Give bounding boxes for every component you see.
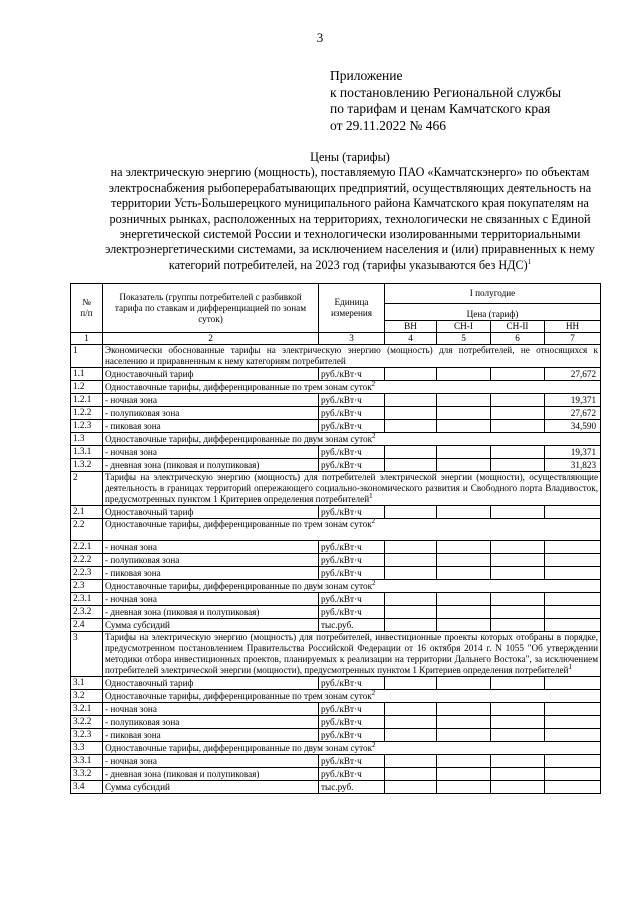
value-nn-cell: 19,371 xyxy=(545,446,601,459)
table-row xyxy=(71,768,601,781)
document-title xyxy=(90,150,610,273)
value-sn2-cell xyxy=(491,394,545,407)
table-row xyxy=(71,554,601,567)
row-number: 1.2 xyxy=(71,381,103,394)
value-vn-cell xyxy=(385,567,437,580)
value-sn2-cell xyxy=(491,541,545,554)
unit-cell: тыс.руб. xyxy=(319,619,385,632)
table-row xyxy=(71,381,601,394)
value-sn1-cell xyxy=(437,459,491,472)
unit-cell: руб./кВт·ч xyxy=(319,554,385,567)
row-number: 3.1 xyxy=(71,677,103,690)
value-sn2-cell xyxy=(491,755,545,768)
section-title xyxy=(103,472,601,506)
group-text: Одноставочные тарифы, дифференцированные по трем зонам суток xyxy=(105,519,372,529)
header-col-sn1: СН-I xyxy=(437,321,491,333)
indicator-cell: Одноставочный тариф xyxy=(103,368,319,381)
value-sn1-cell xyxy=(437,368,491,381)
group-text: Одноставочные тарифы, дифференцированные по двум зонам суток xyxy=(105,580,373,591)
group-text: Одноставочные тарифы, дифференцированные по трем зонам суток xyxy=(105,381,372,392)
value-nn-cell xyxy=(545,554,601,567)
indicator-cell: - ночная зона xyxy=(103,755,319,768)
footnote-mark: 1 xyxy=(568,662,572,671)
indicator-cell: - дневная зона (пиковая и полупиковая) xyxy=(103,768,319,781)
appendix-line: по тарифам и ценам Камчатского края xyxy=(330,101,551,116)
value-nn-cell xyxy=(545,593,601,606)
indicator-cell: - ночная зона xyxy=(103,394,319,407)
value-nn-cell xyxy=(545,541,601,554)
value-vn-cell xyxy=(385,606,437,619)
indicator-cell: Сумма субсидий xyxy=(103,781,319,794)
row-number: 3.2.3 xyxy=(71,729,103,742)
value-vn-cell xyxy=(385,446,437,459)
value-sn2-cell xyxy=(491,703,545,716)
value-sn2-cell xyxy=(491,567,545,580)
unit-cell: руб./кВт·ч xyxy=(319,459,385,472)
appendix-line: к постановлению Региональной службы xyxy=(330,84,562,100)
unit-cell: руб./кВт·ч xyxy=(319,729,385,742)
header-number: 7 xyxy=(545,333,601,345)
section-text: Экономически обоснованные тарифы на электрическую энергию (мощность) для потребителей, не относящихся к населению и приравненным к нему категориям потребителей xyxy=(105,345,599,366)
value-sn1-cell xyxy=(437,446,491,459)
header-number: 1 xyxy=(71,333,103,345)
value-vn-cell xyxy=(385,703,437,716)
row-number: 3 xyxy=(71,632,103,677)
value-sn1-cell xyxy=(437,394,491,407)
group-text: Одноставочные тарифы, дифференцированные по двум зонам суток xyxy=(105,433,373,444)
row-number: 3.2 xyxy=(71,690,103,703)
value-sn1-cell xyxy=(437,619,491,632)
table-row xyxy=(71,407,601,420)
row-number: 1.2.3 xyxy=(71,420,103,433)
table-row xyxy=(71,459,601,472)
row-number: 1.3 xyxy=(71,433,103,446)
value-nn-cell: 34,590 xyxy=(545,420,601,433)
unit-cell: руб./кВт·ч xyxy=(319,446,385,459)
footnote-mark: 2 xyxy=(372,432,376,440)
value-sn2-cell xyxy=(491,420,545,433)
value-vn-cell xyxy=(385,394,437,407)
header-unit: Единица измерения xyxy=(319,284,385,333)
value-nn-cell xyxy=(545,619,601,632)
header-col-vn: ВН xyxy=(385,321,437,333)
row-number: 3.3.2 xyxy=(71,768,103,781)
table-row xyxy=(71,632,601,677)
value-sn1-cell xyxy=(437,554,491,567)
unit-cell: руб./кВт·ч xyxy=(319,716,385,729)
footnote-mark: 2 xyxy=(372,579,376,587)
indicator-cell: - дневная зона (пиковая и полупиковая) xyxy=(103,459,319,472)
indicator-cell: - полупиковая зона xyxy=(103,716,319,729)
table-row xyxy=(71,472,601,506)
section-text: Тарифы на электрическую энергию (мощность) для потребителей электрической энергии (мощности), осуществляющие деятельность в границах территорий опережающего социально-экономического развития и Свободного порта Владивосток, предусмотренных пунктом 1 Критериев определения потребителей xyxy=(105,472,599,504)
value-vn-cell xyxy=(385,506,437,519)
table-row xyxy=(71,619,601,632)
footnote-mark: 2 xyxy=(371,518,376,525)
value-sn2-cell xyxy=(491,768,545,781)
header-col-nn: НН xyxy=(545,321,601,333)
value-vn-cell xyxy=(385,459,437,472)
value-sn1-cell xyxy=(437,593,491,606)
header-number: 6 xyxy=(491,333,545,345)
group-title xyxy=(103,381,601,394)
footnote-mark: 2 xyxy=(371,689,376,697)
value-nn-cell xyxy=(545,677,601,690)
row-number: 2.4 xyxy=(71,619,103,632)
value-nn-cell xyxy=(545,768,601,781)
page-number: 3 xyxy=(316,30,324,45)
value-sn1-cell xyxy=(437,677,491,690)
value-sn2-cell xyxy=(491,554,545,567)
value-sn2-cell xyxy=(491,506,545,519)
value-vn-cell xyxy=(385,729,437,742)
table-row xyxy=(71,567,601,580)
value-nn-cell: 31,823 xyxy=(545,459,601,472)
value-vn-cell xyxy=(385,677,437,690)
value-nn-cell xyxy=(545,755,601,768)
header-half-year: I полугодие xyxy=(385,284,601,304)
unit-cell: руб./кВт·ч xyxy=(319,420,385,433)
group-title xyxy=(103,519,601,541)
row-number: 3.2.1 xyxy=(71,703,103,716)
indicator-cell: - пиковая зона xyxy=(103,729,319,742)
row-number: 2.2 xyxy=(71,519,103,541)
header-col-sn2: СН-II xyxy=(491,321,545,333)
table-row xyxy=(71,593,601,606)
value-sn1-cell xyxy=(437,768,491,781)
value-nn-cell xyxy=(545,506,601,519)
indicator-cell: - дневная зона (пиковая и полупиковая) xyxy=(103,606,319,619)
value-sn1-cell xyxy=(437,781,491,794)
value-sn2-cell xyxy=(491,446,545,459)
value-sn2-cell xyxy=(491,368,545,381)
footnote-mark: 1 xyxy=(369,491,373,500)
table-row xyxy=(71,729,601,742)
value-nn-cell: 19,371 xyxy=(545,394,601,407)
row-number: 2.1 xyxy=(71,506,103,519)
value-vn-cell xyxy=(385,541,437,554)
group-title xyxy=(103,742,601,755)
value-sn2-cell xyxy=(491,606,545,619)
unit-cell: руб./кВт·ч xyxy=(319,506,385,519)
table-row xyxy=(71,755,601,768)
value-sn2-cell xyxy=(491,593,545,606)
indicator-cell: - ночная зона xyxy=(103,593,319,606)
table-row xyxy=(71,345,601,368)
value-vn-cell xyxy=(385,407,437,420)
header-number: 5 xyxy=(437,333,491,345)
value-vn-cell xyxy=(385,716,437,729)
title-text: на электрическую энергию (мощность), поставляемую ПАО «Камчатскэнерго» по объектам электроснабжения рыбоперерабатывающих предприятий, осуществляющих деятельность на территории Усть-Большерецкого муниципального района Камчатского края покупателям на розничных рынках, расположенных на территориях, технологически не связанных с Единой энергетической системой России и технологически изолированными территориальными электроэнергетическими системами, за исключением населения и (или) приравненных к нему категорий потребителей, на 2023 год (тарифы указываются без НДС) xyxy=(105,165,595,272)
value-sn2-cell xyxy=(491,781,545,794)
section-title xyxy=(103,345,601,368)
tariff-table xyxy=(70,283,601,794)
value-nn-cell xyxy=(545,729,601,742)
indicator-cell: - полупиковая зона xyxy=(103,554,319,567)
value-sn2-cell xyxy=(491,407,545,420)
table-row xyxy=(71,703,601,716)
indicator-cell: - пиковая зона xyxy=(103,420,319,433)
indicator-cell: - пиковая зона xyxy=(103,567,319,580)
table-row xyxy=(71,742,601,755)
row-number: 1.3.2 xyxy=(71,459,103,472)
value-nn-cell: 27,672 xyxy=(545,368,601,381)
unit-cell: руб./кВт·ч xyxy=(319,677,385,690)
table-row xyxy=(71,519,601,541)
unit-cell: руб./кВт·ч xyxy=(319,368,385,381)
unit-cell: руб./кВт·ч xyxy=(319,593,385,606)
row-number: 2.2.1 xyxy=(71,541,103,554)
value-sn2-cell xyxy=(491,677,545,690)
unit-cell: руб./кВт·ч xyxy=(319,541,385,554)
table-row xyxy=(71,716,601,729)
table-row xyxy=(71,580,601,593)
value-sn1-cell xyxy=(437,703,491,716)
table-row xyxy=(71,420,601,433)
value-vn-cell xyxy=(385,781,437,794)
unit-cell: руб./кВт·ч xyxy=(319,703,385,716)
unit-cell: руб./кВт·ч xyxy=(319,394,385,407)
appendix-line: от 29.11.2022 № 466 xyxy=(330,117,446,133)
indicator-cell: - ночная зона xyxy=(103,703,319,716)
unit-cell: руб./кВт·ч xyxy=(319,768,385,781)
table-row xyxy=(71,368,601,381)
header-num: № п/п xyxy=(71,284,103,333)
value-sn1-cell xyxy=(437,729,491,742)
row-number: 3.3.1 xyxy=(71,755,103,768)
appendix-line: Приложение xyxy=(330,68,403,83)
value-sn1-cell xyxy=(437,506,491,519)
indicator-cell: - ночная зона xyxy=(103,541,319,554)
table-row xyxy=(71,394,601,407)
value-sn1-cell xyxy=(437,407,491,420)
header-number: 2 xyxy=(103,333,319,345)
value-nn-cell xyxy=(545,703,601,716)
table-row xyxy=(71,690,601,703)
row-number: 2 xyxy=(71,472,103,506)
value-sn1-cell xyxy=(437,567,491,580)
value-sn1-cell xyxy=(437,541,491,554)
indicator-cell: - ночная зона xyxy=(103,446,319,459)
section-title xyxy=(103,632,601,677)
table-row xyxy=(71,781,601,794)
value-sn1-cell xyxy=(437,716,491,729)
group-text: Одноставочные тарифы, дифференцированные по трем зонам суток xyxy=(105,690,372,701)
row-number: 2.2.3 xyxy=(71,567,103,580)
row-number: 2.3.2 xyxy=(71,606,103,619)
group-title xyxy=(103,433,601,446)
group-title xyxy=(103,690,601,703)
group-text: Одноставочные тарифы, дифференцированные по двум зонам суток xyxy=(105,742,373,753)
value-vn-cell xyxy=(385,420,437,433)
header-number: 4 xyxy=(385,333,437,345)
row-number: 1.2.1 xyxy=(71,394,103,407)
value-sn2-cell xyxy=(491,619,545,632)
table-body xyxy=(71,345,601,794)
indicator-cell: Сумма субсидий xyxy=(103,619,319,632)
footnote-mark: 2 xyxy=(372,741,376,749)
row-number: 2.3 xyxy=(71,580,103,593)
table-row xyxy=(71,506,601,519)
table-row xyxy=(71,446,601,459)
value-nn-cell xyxy=(545,567,601,580)
value-sn2-cell xyxy=(491,716,545,729)
row-number: 1.2.2 xyxy=(71,407,103,420)
header-indicator: Показатель (группы потребителей с разбивкой тарифа по ставкам и дифференциацией по зонам суток) xyxy=(103,284,319,333)
unit-cell: руб./кВт·ч xyxy=(319,755,385,768)
appendix-block xyxy=(330,68,561,134)
indicator-cell: - полупиковая зона xyxy=(103,407,319,420)
table-row xyxy=(71,541,601,554)
row-number: 1.3.1 xyxy=(71,446,103,459)
group-title xyxy=(103,580,601,593)
row-number: 1 xyxy=(71,345,103,368)
unit-cell: руб./кВт·ч xyxy=(319,606,385,619)
title-heading: Цены (тарифы) xyxy=(310,150,390,164)
value-sn1-cell xyxy=(437,606,491,619)
unit-cell: тыс.руб. xyxy=(319,781,385,794)
value-nn-cell xyxy=(545,606,601,619)
row-number: 2.3.1 xyxy=(71,593,103,606)
row-number: 1.1 xyxy=(71,368,103,381)
value-vn-cell xyxy=(385,554,437,567)
footnote-mark: 2 xyxy=(371,380,376,388)
section-text: Тарифы на электрическую энергию (мощность) для потребителей, инвестиционные проекты которых отобраны в порядке, предусмотренном постановлением Правительства Российской Федерации от 16 октября 2014 г. N 1055 "Об утверждении методики отбора инвестиционных проектов, планируемых к реализации на территории Дальнего Востока", за исключением потребителей электрической энергии (мощности), предусмотренных пунктом 1 Критериев определения потребителей xyxy=(105,632,599,675)
unit-cell: руб./кВт·ч xyxy=(319,567,385,580)
header-number: 3 xyxy=(319,333,385,345)
value-vn-cell xyxy=(385,593,437,606)
value-sn2-cell xyxy=(491,459,545,472)
value-nn-cell xyxy=(545,716,601,729)
value-sn2-cell xyxy=(491,729,545,742)
row-number: 3.3 xyxy=(71,742,103,755)
row-number: 3.4 xyxy=(71,781,103,794)
value-vn-cell xyxy=(385,768,437,781)
table-row xyxy=(71,677,601,690)
row-number: 2.2.2 xyxy=(71,554,103,567)
value-vn-cell xyxy=(385,755,437,768)
row-number: 3.2.2 xyxy=(71,716,103,729)
value-nn-cell xyxy=(545,781,601,794)
header-price: Цена (тариф) xyxy=(385,304,601,321)
value-nn-cell: 27,672 xyxy=(545,407,601,420)
value-sn1-cell xyxy=(437,420,491,433)
indicator-cell: Одноставочный тариф xyxy=(103,506,319,519)
table-row xyxy=(71,606,601,619)
value-vn-cell xyxy=(385,619,437,632)
table-row xyxy=(71,433,601,446)
value-sn1-cell xyxy=(437,755,491,768)
unit-cell: руб./кВт·ч xyxy=(319,407,385,420)
value-vn-cell xyxy=(385,368,437,381)
footnote-mark: 1 xyxy=(527,257,532,266)
indicator-cell: Одноставочный тариф xyxy=(103,677,319,690)
